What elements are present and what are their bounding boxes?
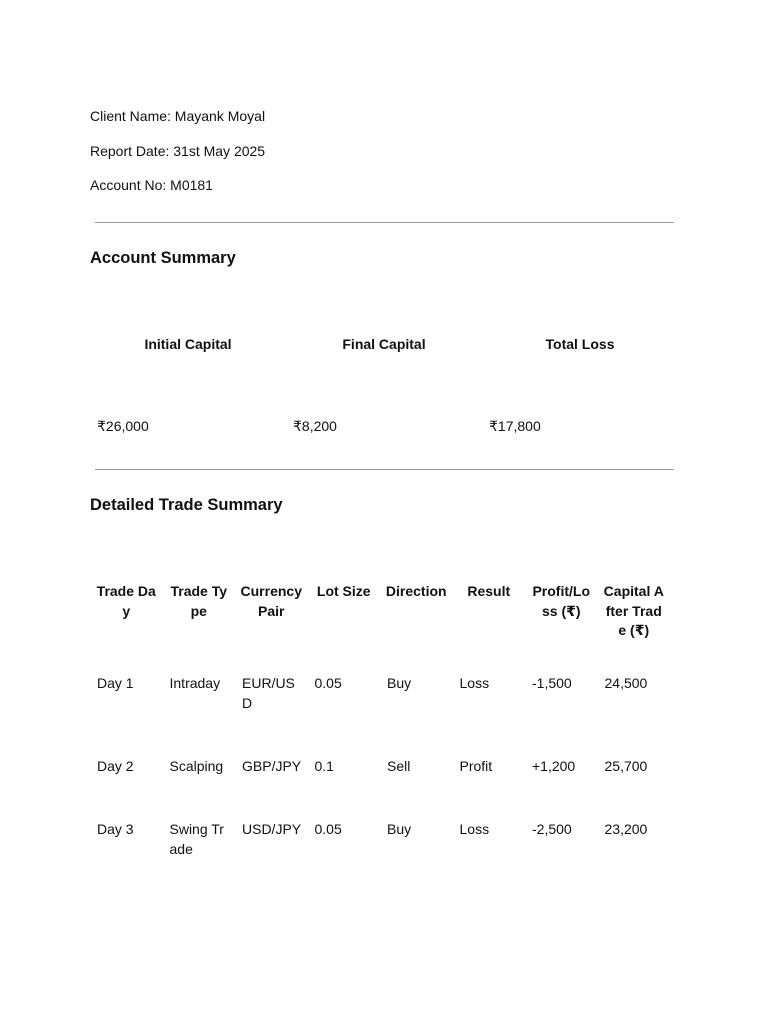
summary-value-final-capital: ₹8,200 <box>293 418 337 434</box>
cell-result: Profit <box>459 758 493 774</box>
summary-value-total-loss: ₹17,800 <box>489 418 541 434</box>
cell-trade-type: Intraday <box>169 675 221 691</box>
trade-summary-heading: Detailed Trade Summary <box>90 496 283 514</box>
column-header-direction: Direction <box>385 583 447 599</box>
cell-profit-loss: -2,500 <box>532 821 572 837</box>
divider <box>95 469 674 470</box>
cell-currency-pair: GBP/JPY <box>242 758 302 774</box>
summary-header-total-loss: Total Loss <box>545 336 615 352</box>
cell-capital-after: 24,500 <box>604 675 648 691</box>
table-header-row <box>90 575 670 667</box>
trade-summary-table <box>90 575 670 883</box>
cell-trade-type: Swing Trade <box>169 821 224 857</box>
cell-currency-pair: USD/JPY <box>242 821 302 837</box>
cell-trade-day: Day 1 <box>97 675 134 691</box>
summary-header-initial-capital: Initial Capital <box>144 336 232 352</box>
cell-trade-type: Scalping <box>169 758 224 774</box>
column-header-currency-pair: Currency Pair <box>240 583 302 619</box>
table-row <box>90 667 670 750</box>
column-header-capital-after-trade: Capital After Trade (₹) <box>603 583 664 638</box>
cell-capital-after: 23,200 <box>604 821 648 837</box>
cell-trade-day: Day 2 <box>97 758 134 774</box>
table-row <box>90 750 670 813</box>
cell-result: Loss <box>459 675 490 691</box>
column-header-trade-type: Trade Type <box>170 583 228 619</box>
cell-direction: Buy <box>387 675 412 691</box>
client-name: Client Name: Mayank Moyal <box>90 108 266 124</box>
cell-profit-loss: +1,200 <box>532 758 576 774</box>
column-header-lot-size: Lot Size <box>316 583 371 599</box>
cell-currency-pair: EUR/USD <box>242 675 295 711</box>
account-summary-heading: Account Summary <box>90 249 236 267</box>
column-header-profit-loss: Profit/Loss (₹) <box>532 583 591 619</box>
divider <box>95 222 674 223</box>
cell-trade-day: Day 3 <box>97 821 134 837</box>
report-date: Report Date: 31st May 2025 <box>90 143 266 159</box>
cell-lot-size: 0.05 <box>314 821 342 837</box>
cell-profit-loss: -1,500 <box>532 675 572 691</box>
column-header-trade-day: Trade Day <box>96 583 156 619</box>
cell-direction: Sell <box>387 758 411 774</box>
summary-value-initial-capital: ₹26,000 <box>97 418 149 434</box>
cell-lot-size: 0.1 <box>314 758 334 774</box>
cell-lot-size: 0.05 <box>314 675 342 691</box>
column-header-result: Result <box>467 583 511 599</box>
cell-capital-after: 25,700 <box>604 758 648 774</box>
summary-header-final-capital: Final Capital <box>342 336 426 352</box>
table-row <box>90 813 670 883</box>
cell-result: Loss <box>459 821 490 837</box>
account-number: Account No: M0181 <box>90 177 213 193</box>
cell-direction: Buy <box>387 821 412 837</box>
